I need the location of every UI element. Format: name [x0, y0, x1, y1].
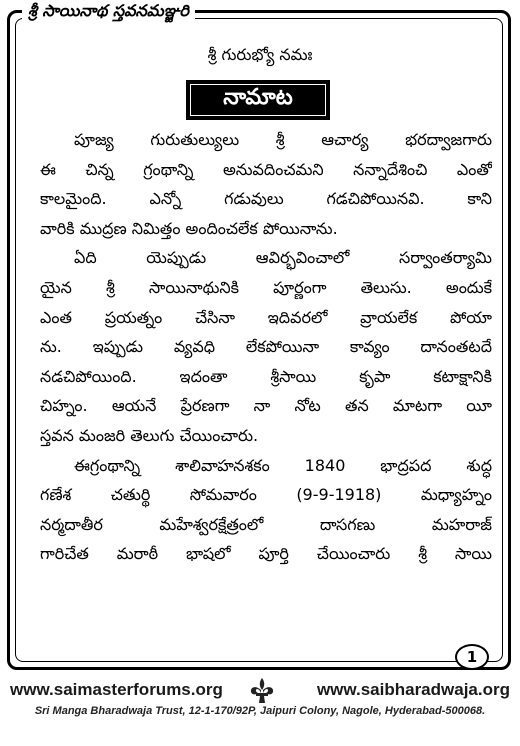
text-line: పూజ్య గురుతుల్యులు శ్రీ ఆచార్య భరద్వాజగారు [74, 130, 492, 149]
text-line: ఏది యెప్పుడు ఆవిర్భవించాలో సర్వాంతర్యామి [74, 248, 492, 268]
fleur-de-lis-icon [247, 676, 277, 706]
text-line: వారికి ముద్రణ నిమిత్తం అందించలేక పోయినాను. [40, 218, 338, 238]
text-line: ను. ఇప్పుడు వ్యవధి లేకపోయినా కావ్యం దానంతటదే [40, 337, 492, 357]
body-text [40, 125, 492, 569]
footer-address: Sri Manga Bharadwaja Trust, 12-1-170/92P, Jaipuri Colony, Nagole, Hyderabad-500068. [34, 705, 486, 717]
text-line: గారిచేత మరాఠీ భాషలో పూర్తి చేయించారు శ్రీ సాయి [40, 544, 492, 564]
text-line: ఎంత ప్రయత్నం చేసినా ఇదివరలో వ్రాయలేక పోయా [40, 307, 492, 327]
text-line: గణేశ చతుర్థి సోమవారం (9-9-1918) మధ్యాహ్నం [40, 485, 492, 505]
book-title: శ్రీ సాయినాథ స్తవనమఞ్జరి [22, 0, 195, 22]
text-line: నర్మదాతీర మహేశ్వరక్షేత్రంలో దాసగణు మహరాజ్ [40, 514, 492, 534]
text-line: స్తవన మంజరి తెలుగు చేయించారు. [40, 425, 259, 445]
website-link-left[interactable]: www.saimasterforums.org [10, 680, 223, 699]
section-heading: నామాట [186, 80, 330, 120]
salutation: శ్రీ గురుభ్యో నమః [207, 45, 313, 64]
footer-websites [0, 678, 520, 704]
text-line: ఈగ్రంథాన్ని శాలివాహనశకం 1840 భాద్రపద శుద్ధ [74, 455, 492, 475]
text-line: ఈ చిన్న గ్రంథాన్ని అనువదించమని నన్నాదేశించి ఎంతో [40, 159, 492, 179]
text-line: యైన శ్రీ సాయినాథునికి పూర్ణంగా తెలుసు. అందుకే [40, 277, 492, 297]
text-line: కాలమైంది. ఎన్నో గడువులు గడచిపోయినవి. కాని [40, 189, 492, 209]
text-line: చిహ్నం. ఆయనే ప్రేరణగా నా నోట తన మాటగా యీ [40, 396, 492, 416]
page-number: 1 [455, 644, 489, 670]
website-link-right[interactable]: www.saibharadwaja.org [316, 680, 510, 699]
text-line: నడచిపోయింది. ఇదంతా శ్రీసాయి కృపా కటాక్షానికి [40, 366, 492, 386]
